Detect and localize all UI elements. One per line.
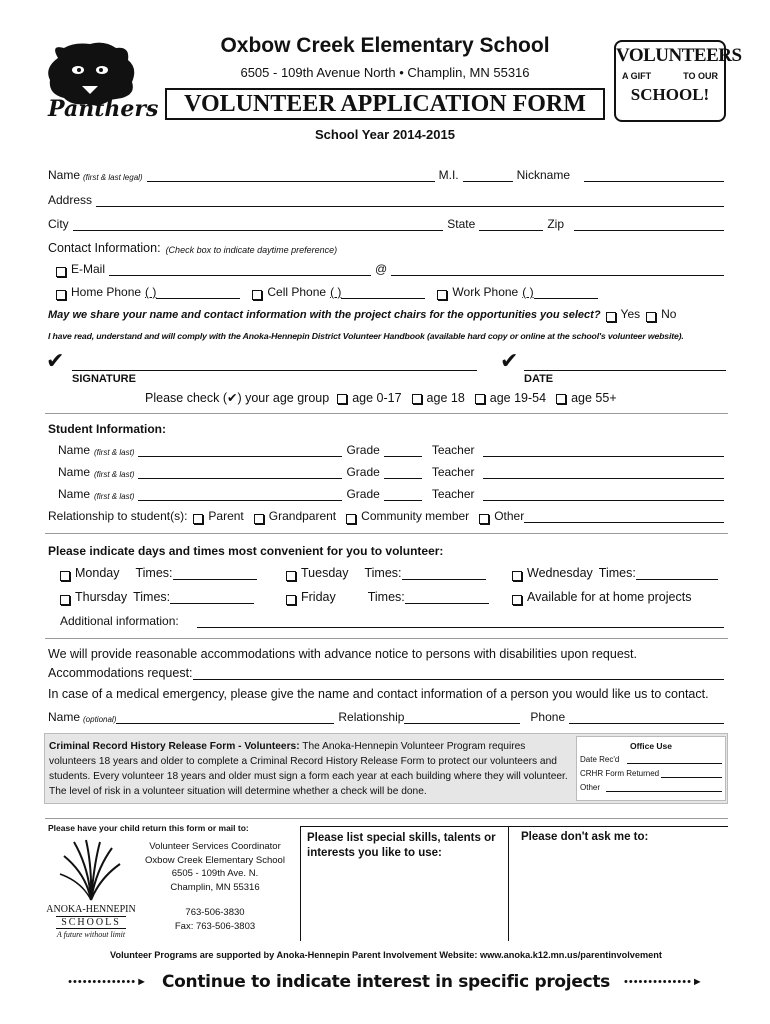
cell-area-code: ( ) [330,285,342,299]
address-label: Address [48,193,93,207]
address-field[interactable] [96,196,724,207]
skills-box[interactable] [300,826,508,941]
return-line-3: 6505 - 109th Ave. N. [171,868,259,879]
other-field[interactable] [524,512,724,523]
student-row-2 [58,465,728,479]
student-name-hint: (first & last) [94,448,135,457]
divider [45,533,728,534]
crhr-returned-field[interactable] [661,770,722,778]
form-title: VOLUNTEER APPLICATION FORM [165,88,605,120]
handbook-row [48,331,728,341]
checkbox-icon[interactable] [252,290,262,300]
name-hint: (first & last legal) [83,173,143,182]
handbook-statement: I have read, understand and will comply with the Anoka-Hennepin District Volunteer Handbook (available hard copy or online at the school's volunteer website). [48,331,684,341]
dont-ask-heading: Please don't ask me to: [521,831,649,843]
criminal-record-title: Criminal Record History Release Form - Volunteers: [49,741,300,752]
checkbox-icon[interactable] [60,571,70,581]
email-row [56,262,728,276]
age-19-54-label: age 19-54 [489,390,547,405]
school-name: Oxbow Creek Elementary School [220,34,550,57]
thursday-label: Thursday [75,590,128,604]
date-field[interactable] [524,369,726,371]
work-phone-label: Work Phone [452,285,519,299]
student-name-field[interactable] [138,446,342,457]
return-address [135,840,295,933]
age-55-plus-label: age 55+ [571,390,617,405]
return-line-2: Oxbow Creek Elementary School [145,854,285,866]
home-area-code: ( ) [145,285,157,299]
at-sign: @ [375,262,388,276]
return-fax: Fax: 763-506-3803 [174,920,256,932]
arrow-right-icon: ••••••••••••••► [624,976,704,988]
anoka-hennepin-logo [46,836,136,944]
office-other-label: Other [580,783,601,792]
return-phone: 763-506-3830 [185,907,245,918]
checkbox-icon[interactable] [412,394,422,404]
skills-heading: Please list special skills, talents or interests you like to use: [307,832,496,859]
monday-label: Monday [75,566,120,580]
times-label: Times: [133,590,171,604]
school-address: 6505 - 109th Avenue North • Champlin, MN 55316 [240,65,530,80]
relationship-label: Relationship to student(s): [48,509,188,523]
grade-label: Grade [346,465,380,479]
checkbox-icon[interactable] [56,290,66,300]
emergency-name-label: Name [48,710,81,724]
phones-row [56,285,728,299]
no-label: No [661,307,677,321]
student-name-hint: (first & last) [94,470,135,479]
cell-phone-field[interactable] [341,288,425,299]
state-field[interactable] [479,220,543,231]
student-row-3 [58,487,728,501]
yes-label: Yes [620,307,641,321]
checkbox-icon[interactable] [556,394,566,404]
criminal-record-text [49,739,569,799]
tuesday-label: Tuesday [301,566,349,580]
times-label: Times: [364,566,402,580]
email-domain-field[interactable] [391,265,724,276]
panther-mascot-logo [40,38,159,124]
mi-label: M.I. [438,168,459,182]
volunteers-badge [614,40,742,122]
contact-info-label: Contact Information: [48,241,161,255]
badge-bottom-text: SCHOOL! [630,85,710,104]
name-label: Name [48,168,81,182]
age-row [145,390,617,405]
schedule-row-2 [60,590,728,606]
date-recd-field[interactable] [627,756,722,764]
grade-field[interactable] [384,446,422,457]
teacher-field[interactable] [483,468,724,479]
badge-mid-right: TO OUR [683,71,718,81]
additional-info-label: Additional information: [60,614,179,628]
relationship-row [48,509,728,523]
additional-info-field[interactable] [197,617,724,628]
times-label: Times: [135,566,173,580]
contact-info-row [48,241,728,255]
checkbox-icon[interactable] [254,514,264,524]
student-name-field[interactable] [138,468,342,479]
times-label: Times: [367,590,405,604]
name-field[interactable] [147,171,435,182]
emergency-relationship-label: Relationship [338,710,405,724]
work-phone-field[interactable] [534,288,598,299]
thursday-times-field[interactable] [170,593,254,604]
checkbox-icon[interactable] [646,312,656,322]
checkbox-icon[interactable] [479,514,489,524]
district-name-2: SCHOOLS [56,916,126,929]
other-label: Other [494,509,525,523]
return-line-1: Volunteer Services Coordinator [149,841,281,852]
age-18-label: age 18 [426,390,465,405]
city-label: City [48,217,69,231]
checkbox-icon[interactable] [193,514,203,524]
date-recd-label: Date Rec'd [580,755,620,764]
wednesday-times-field[interactable] [636,569,718,580]
city-row [48,217,728,231]
accommodations-label: Accommodations request: [48,666,193,680]
criminal-record-box [44,733,728,804]
checkbox-icon[interactable] [56,267,66,277]
name-row [48,168,728,182]
school-year: School Year 2014-2015 [315,127,455,142]
tuesday-times-field[interactable] [402,569,486,580]
grandparent-label: Grandparent [268,509,337,523]
student-name-hint: (first & last) [94,492,135,501]
emergency-relationship-field[interactable] [404,713,520,724]
return-heading: Please have your child return this form or mail to: [48,823,249,833]
emergency-name-hint: (optional) [83,715,117,724]
share-row [48,307,728,321]
accommodations-field[interactable] [193,669,724,680]
arrow-right-icon: ••••••••••••••► [68,976,148,988]
checkbox-icon[interactable] [286,571,296,581]
checkbox-icon[interactable] [475,394,485,404]
criminal-record-body: The Anoka-Hennepin Volunteer Program requires volunteers 18 years and older to complete a Criminal Record History Release Form to protect our volunteers and students. Every volunteer 18 years and older must sign a form each year at each building where they will volunteer. The level of risk in a volunteer situation will determine whether a check will be done. [49,741,568,797]
parent-label: Parent [208,509,244,523]
return-line-4: Champlin, MN 55316 [170,881,260,893]
dont-ask-box[interactable] [508,826,728,941]
state-label: State [447,217,476,231]
email-user-field[interactable] [109,265,371,276]
student-row-1 [58,443,728,457]
teacher-label: Teacher [431,443,475,457]
emergency-statement: In case of a medical emergency, please give the name and contact information of a person you would like us to contact. [48,687,709,701]
district-name-1: ANOKA-HENNEPIN [46,904,136,915]
divider [45,413,728,414]
emergency-name-field[interactable] [116,713,334,724]
office-use-title: Office Use [629,741,673,751]
friday-times-field[interactable] [405,593,489,604]
home-phone-label: Home Phone [71,285,142,299]
schedule-heading: Please indicate days and times most convenient for you to volunteer: [48,544,444,558]
date-label: DATE [524,373,554,385]
teacher-field[interactable] [483,490,724,501]
badge-mid-left: A GIFT [622,71,652,81]
student-name-label: Name [58,487,91,501]
emergency-phone-field[interactable] [569,713,724,724]
divider [45,818,728,819]
emergency-contact-row [48,710,728,724]
teacher-label: Teacher [431,465,475,479]
contact-info-hint: (Check box to indicate daytime preference) [165,245,338,255]
signature-label: SIGNATURE [72,373,136,385]
grade-label: Grade [346,487,380,501]
grade-label: Grade [346,443,380,457]
crhr-returned-label: CRHR Form Returned [580,769,660,778]
mascot-text: Panthers [48,96,159,122]
district-tagline: A future without limit [56,930,126,939]
accommodations-statement: We will provide reasonable accommodations with advance notice to persons with disabilities upon request. [48,647,637,661]
checkbox-icon[interactable] [346,514,356,524]
office-use-box [576,736,726,801]
accommodations-row [48,666,728,680]
date-check: ✔ [500,348,519,373]
checkbox-icon[interactable] [337,394,347,404]
checkbox-icon[interactable] [286,595,296,605]
emergency-phone-label: Phone [530,710,566,724]
additional-info-row [60,614,728,628]
grade-field[interactable] [384,468,422,479]
teacher-label: Teacher [431,487,475,501]
share-question: May we share your name and contact information with the project chairs for the opportunities you select? [48,309,601,321]
student-name-label: Name [58,465,91,479]
community-member-label: Community member [361,509,470,523]
checkbox-icon[interactable] [60,595,70,605]
age-0-17-label: age 0-17 [352,390,402,405]
signature-check: ✔ [46,348,65,373]
at-home-projects-label: Available for at home projects [527,590,692,604]
website-line: Volunteer Programs are supported by Anoka-Hennepin Parent Involvement Website: www.anoka.k12.mn.us/parentinvolvement [110,950,662,960]
times-label: Times: [598,566,636,580]
home-phone-field[interactable] [156,288,240,299]
monday-times-field[interactable] [173,569,257,580]
student-name-label: Name [58,443,91,457]
checkbox-icon[interactable] [606,312,616,322]
mi-field[interactable] [463,171,513,182]
cell-phone-label: Cell Phone [267,285,327,299]
student-name-field[interactable] [138,490,342,501]
signature-field[interactable] [72,369,477,371]
schedule-row-1 [60,566,728,582]
teacher-field[interactable] [483,446,724,457]
zip-label: Zip [547,217,564,231]
checkbox-icon[interactable] [437,290,447,300]
continue-text: Continue to indicate interest in specific projects [161,972,610,992]
checkbox-icon[interactable] [512,571,522,581]
address-row [48,193,728,207]
office-other-field[interactable] [606,784,722,792]
friday-label: Friday [301,590,336,604]
divider [45,638,728,639]
city-field[interactable] [73,220,444,231]
nickname-label: Nickname [516,168,570,182]
work-area-code: ( ) [522,285,534,299]
student-info-heading: Student Information: [48,422,166,436]
wednesday-label: Wednesday [527,566,593,580]
grade-field[interactable] [384,490,422,501]
zip-field[interactable] [574,220,724,231]
nickname-field[interactable] [584,171,724,182]
checkbox-icon[interactable] [512,595,522,605]
continue-banner [44,972,728,992]
age-prompt: Please check (✔) your age group [145,391,330,405]
email-label: E-Mail [71,262,106,276]
badge-top-text: VOLUNTEERS [616,45,742,66]
